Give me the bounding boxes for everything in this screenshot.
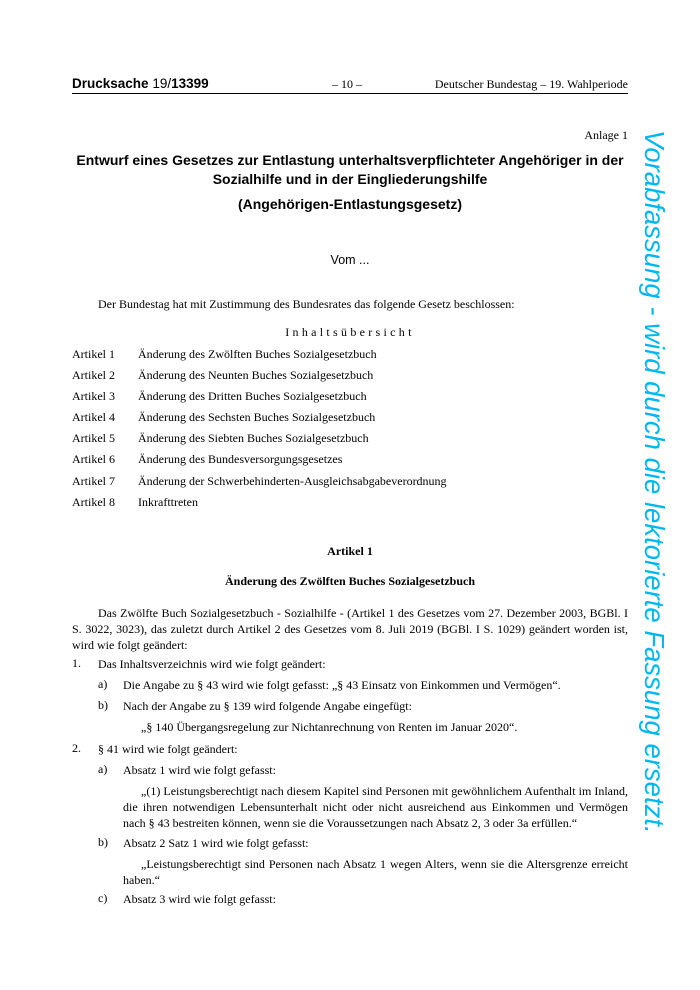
header-parliament: Deutscher Bundestag – 19. Wahlperiode bbox=[434, 77, 628, 91]
preamble: Der Bundestag hat mit Zustimmung des Bundesrates das folgende Gesetz beschlossen: bbox=[98, 297, 515, 311]
preliminary-version-watermark: Vorabfassung - wird durch die lektorierte Fassung ersetzt. bbox=[639, 130, 670, 834]
toc-text: Änderung des Siebten Buches Sozialgesetzbuch bbox=[138, 431, 369, 445]
toc-article: Artikel 7 bbox=[72, 474, 115, 488]
list-item-text: § 41 wird wie folgt geändert: bbox=[98, 742, 238, 756]
toc-article: Artikel 2 bbox=[72, 368, 115, 382]
page-header bbox=[72, 76, 628, 94]
list-number: 1. bbox=[72, 656, 81, 670]
document-number bbox=[72, 76, 209, 91]
article-intro: Das Zwölfte Buch Sozialgesetzbuch - Sozialhilfe - (Artikel 1 des Gesetzes vom 27. Dezember 2003, BGBl. I S. 3022, 3023), das zuletzt durch Artikel 2 des Gesetzes vom 8. Juli 2019 (BGBl. I S. 1029) geändert worden ist, wird wie folgt geändert: bbox=[72, 606, 628, 652]
sublist-text: Nach der Angabe zu § 139 wird folgende Angabe eingefügt: bbox=[123, 699, 412, 713]
document-subtitle: (Angehörigen-Entlastungsgesetz) bbox=[237, 196, 462, 212]
sublist-letter: a) bbox=[98, 762, 108, 776]
sublist-letter: b) bbox=[98, 835, 108, 849]
quoted-text: „(1) Leistungsberechtigt nach diesem Kapitel sind Personen mit gewöhnlichem Aufenthalt im Inland, die ihren notwendigen Lebensunterhalt nicht oder nicht ausreichend aus Einkommen und Vermögen nach § 43 bestreiten können, wenn sie die Voraussetzungen nach Absatz 2, 3 oder 3a erfüllen.“ bbox=[123, 784, 628, 830]
date-line: Vom ... bbox=[330, 253, 370, 267]
toc-text: Änderung des Neunten Buches Sozialgesetzbuch bbox=[138, 368, 374, 382]
toc-article: Artikel 1 bbox=[72, 347, 115, 361]
document-title: Entwurf eines Gesetzes zur Entlastung unterhaltsverpflichteter Angehöriger in der Sozialhilfe und in der Eingliederungshilfe bbox=[76, 152, 624, 187]
doc-label: Drucksache bbox=[72, 76, 149, 91]
toc-article: Artikel 8 bbox=[72, 495, 115, 509]
toc-article: Artikel 5 bbox=[72, 431, 115, 445]
sublist-text: Absatz 3 wird wie folgt gefasst: bbox=[123, 892, 276, 906]
article-heading: Artikel 1 bbox=[327, 544, 373, 558]
toc-article: Artikel 6 bbox=[72, 452, 115, 466]
doc-number-prefix: 19/ bbox=[152, 76, 172, 91]
toc-text: Änderung des Zwölften Buches Sozialgesetzbuch bbox=[138, 347, 377, 361]
list-number: 2. bbox=[72, 741, 81, 755]
toc-article: Artikel 4 bbox=[72, 410, 115, 424]
sublist-letter: b) bbox=[98, 698, 108, 712]
toc-heading: Inhaltsübersicht bbox=[285, 325, 415, 339]
toc-text: Inkrafttreten bbox=[138, 495, 198, 509]
doc-number: 13399 bbox=[171, 76, 209, 91]
annex-label: Anlage 1 bbox=[584, 128, 628, 142]
sublist-text: Die Angabe zu § 43 wird wie folgt gefasst: „§ 43 Einsatz von Einkommen und Vermögen“. bbox=[123, 678, 561, 692]
toc-text: Änderung der Schwerbehinderten-Ausgleichsabgabeverordnung bbox=[138, 474, 447, 488]
sublist-text: Absatz 2 Satz 1 wird wie folgt gefasst: bbox=[123, 836, 309, 850]
toc-text: Änderung des Bundesversorgungsgesetzes bbox=[138, 452, 343, 466]
toc-text: Änderung des Sechsten Buches Sozialgesetzbuch bbox=[138, 410, 376, 424]
quoted-text: „Leistungsberechtigt sind Personen nach Absatz 1 wegen Alters, wenn sie die Altersgrenze erreicht haben.“ bbox=[123, 857, 628, 887]
sublist-text: Absatz 1 wird wie folgt gefasst: bbox=[123, 763, 276, 777]
page-number: – 10 – bbox=[332, 77, 362, 91]
quoted-text: „§ 140 Übergangsregelung zur Nichtanrechnung von Renten im Januar 2020“. bbox=[141, 720, 518, 734]
list-item-text: Das Inhaltsverzeichnis wird wie folgt geändert: bbox=[98, 657, 326, 671]
sublist-letter: a) bbox=[98, 677, 108, 691]
toc-text: Änderung des Dritten Buches Sozialgesetzbuch bbox=[138, 389, 367, 403]
toc-article: Artikel 3 bbox=[72, 389, 115, 403]
sublist-letter: c) bbox=[98, 891, 108, 905]
article-subheading: Änderung des Zwölften Buches Sozialgesetzbuch bbox=[224, 574, 475, 588]
